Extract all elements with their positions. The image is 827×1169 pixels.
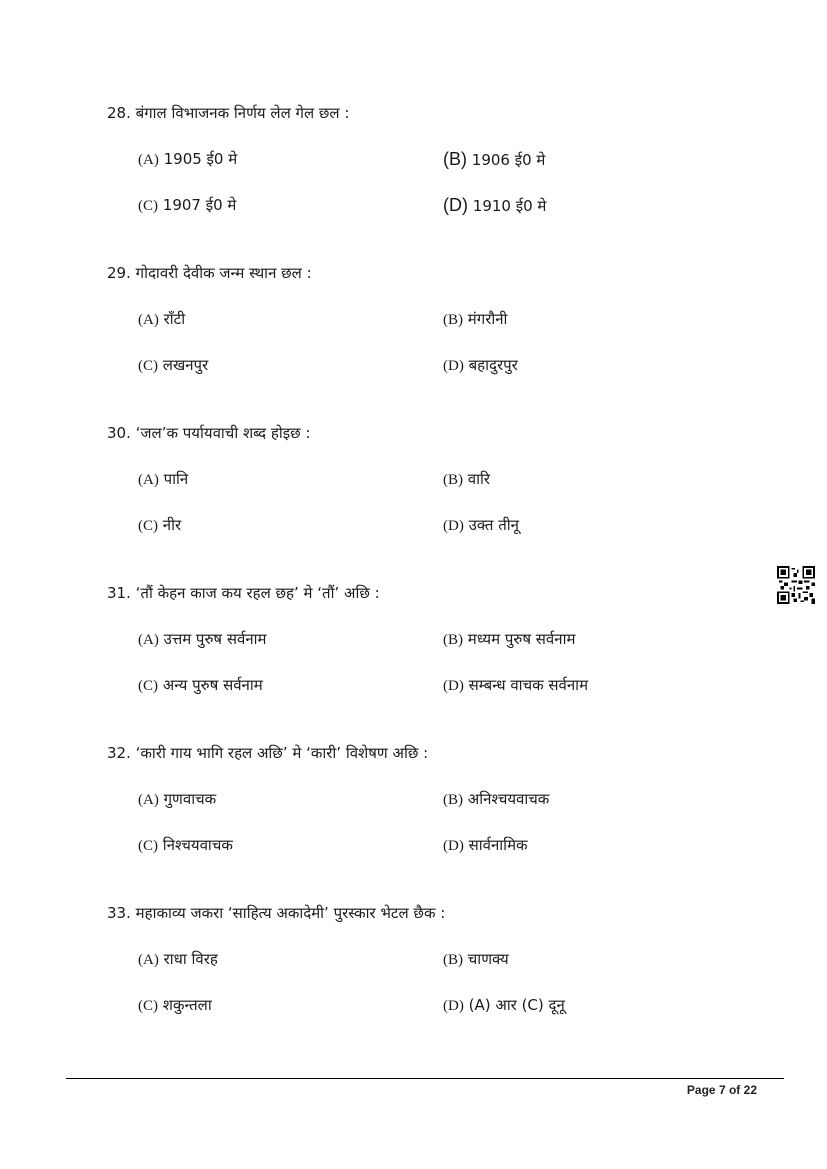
question-number: 29. bbox=[107, 264, 131, 282]
question-stem: ‘जल’क पर्यायवाची शब्द होइछ : bbox=[135, 424, 311, 442]
option-b: (B) 1906 ई0 मे bbox=[443, 149, 546, 169]
question-stem: ‘कारी गाय भागि रहल अछि’ मे ‘कारी’ विशेषण अछि : bbox=[135, 744, 429, 762]
option-a: (A) 1905 ई0 मे bbox=[138, 150, 238, 168]
question-text bbox=[107, 581, 747, 605]
option-a: (A) गुणवाचक bbox=[138, 790, 217, 808]
option-c: (C) निश्चयवाचक bbox=[138, 836, 233, 854]
option-d: (D) सार्वनामिक bbox=[443, 836, 528, 854]
option-c: (C) अन्य पुरुष सर्वनाम bbox=[138, 676, 263, 694]
option-d: (D) 1910 ई0 मे bbox=[443, 195, 547, 215]
option-d: (D) (A) आर (C) दूनू bbox=[443, 996, 565, 1014]
option-a: (A) पानि bbox=[138, 470, 189, 488]
question-31 bbox=[107, 581, 747, 697]
option-c: (C) लखनपुर bbox=[138, 356, 209, 374]
option-a: (A) राँटी bbox=[138, 310, 186, 328]
option-a: (A) राधा विरह bbox=[138, 950, 218, 968]
question-stem: ‘तौं केहन काज कय रहल छह’ मे ‘तौं’ अछि : bbox=[135, 584, 380, 602]
question-number: 31. bbox=[107, 584, 131, 602]
option-d: (D) सम्बन्ध वाचक सर्वनाम bbox=[443, 676, 589, 694]
footer-divider bbox=[66, 1078, 784, 1079]
option-d: (D) बहादुरपुर bbox=[443, 356, 518, 374]
option-c: (C) शकुन्तला bbox=[138, 996, 212, 1014]
question-33 bbox=[107, 901, 747, 1017]
option-d: (D) उक्त तीनू bbox=[443, 516, 519, 534]
question-number: 33. bbox=[107, 904, 131, 922]
question-number: 32. bbox=[107, 744, 131, 762]
question-32 bbox=[107, 741, 747, 857]
option-b: (B) मध्यम पुरुष सर्वनाम bbox=[443, 630, 576, 648]
question-number: 30. bbox=[107, 424, 131, 442]
question-29 bbox=[107, 261, 747, 377]
qr-code-icon bbox=[777, 566, 815, 604]
question-stem: बंगाल विभाजनक निर्णय लेल गेल छल : bbox=[135, 104, 350, 122]
option-a: (A) उत्तम पुरुष सर्वनाम bbox=[138, 630, 267, 648]
question-text bbox=[107, 101, 747, 125]
option-b: (B) चाणक्य bbox=[443, 950, 509, 968]
question-text bbox=[107, 901, 747, 925]
question-text bbox=[107, 421, 747, 445]
option-b: (B) वारि bbox=[443, 470, 491, 488]
option-c: (C) 1907 ई0 मे bbox=[138, 196, 237, 214]
option-b: (B) अनिश्चयवाचक bbox=[443, 790, 550, 808]
question-28 bbox=[107, 101, 747, 217]
option-c: (C) नीर bbox=[138, 516, 182, 534]
question-30 bbox=[107, 421, 747, 537]
page-number: Page 7 of 22 bbox=[686, 1083, 757, 1097]
option-b: (B) मंगरौनी bbox=[443, 310, 508, 328]
question-number: 28. bbox=[107, 104, 131, 122]
question-text bbox=[107, 261, 747, 285]
question-text bbox=[107, 741, 747, 765]
question-stem: महाकाव्य जकरा ‘साहित्य अकादेमी’ पुरस्कार भेटल छैक : bbox=[135, 904, 446, 922]
question-stem: गोदावरी देवीक जन्म स्थान छल : bbox=[135, 264, 312, 282]
